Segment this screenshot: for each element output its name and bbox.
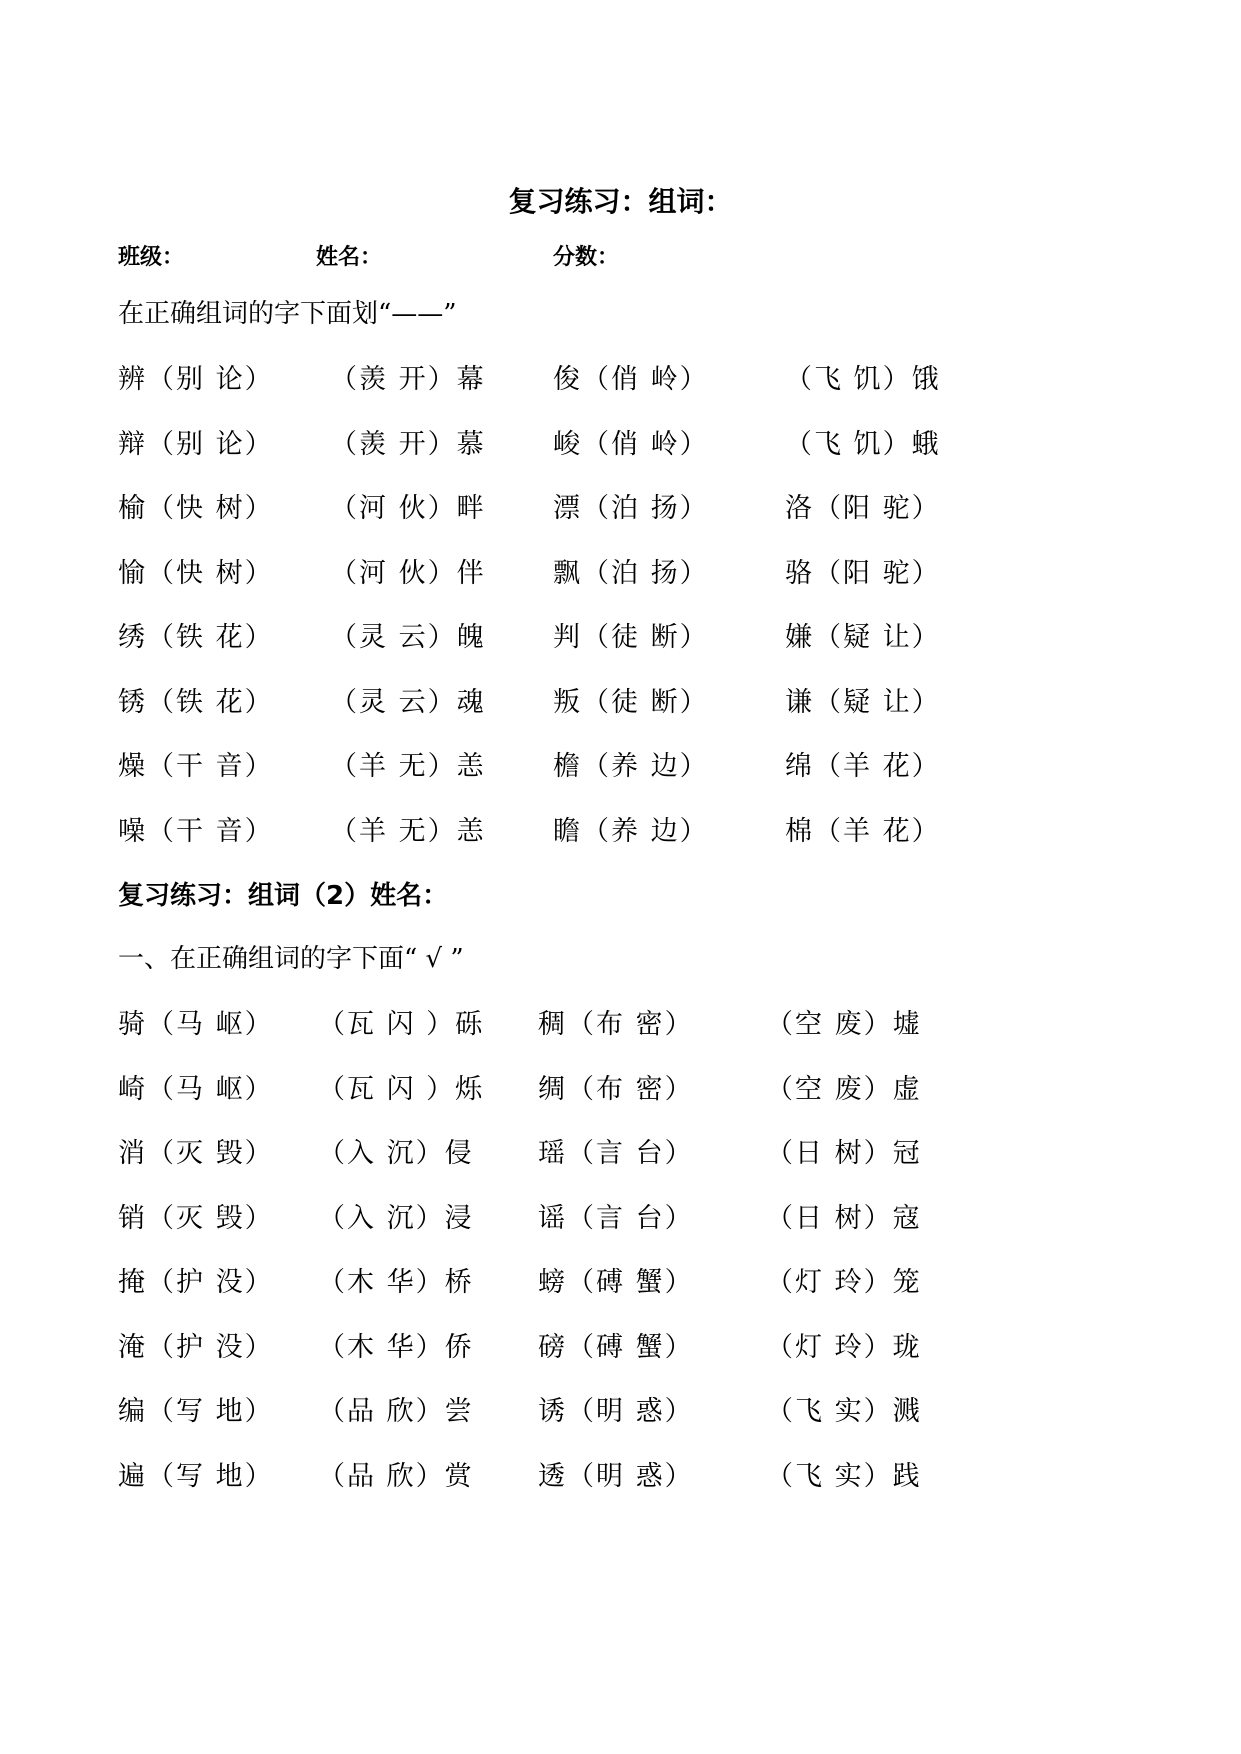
word-item: 绸（布 密） [538,1073,694,1105]
word-row [0,1260,1241,1300]
word-item: （飞 饥）饿 [785,364,941,395]
word-item: （灯 玲）笼 [766,1267,922,1298]
section2-instruction: 一、在正确组词的字下面“ √ ” [118,944,464,974]
word-item: （灵 云）魄 [330,622,486,653]
word-item: 榆（快 树） [118,493,274,524]
word-row [0,809,1241,849]
word-item: 骑（马 岖） [118,1009,274,1040]
word-item: 峻（俏 岭） [553,428,709,460]
word-row [0,615,1241,655]
word-row [0,1454,1241,1494]
word-item: 谣（言 台） [538,1202,694,1234]
word-item: 遍（写 地） [118,1460,274,1492]
word-item: （灵 云）魂 [330,686,486,718]
word-item: 诱（明 惑） [538,1396,694,1427]
word-item: 洛（阳 驼） [785,493,941,524]
word-item: 绵（羊 花） [785,751,941,782]
word-item: 瞻（养 边） [553,815,709,847]
word-item: （木 华）桥 [318,1267,474,1298]
word-item: （入 沉）侵 [318,1138,474,1169]
word-item: 螃（磗 蟹） [538,1267,694,1298]
page-title: 复习练习：组词： [508,185,733,218]
word-item: 漂（泊 扬） [553,493,709,524]
word-item: 噪（干 音） [118,815,274,847]
word-item: （入 沉）浸 [318,1202,474,1234]
score-label: 分数： [553,245,620,270]
word-item: 消（灭 毁） [118,1138,274,1169]
word-item: 燥（干 音） [118,751,274,782]
word-item: （飞 实）溅 [766,1396,922,1427]
word-item: （品 欣）尝 [318,1396,474,1427]
word-item: 磅（磗 蟹） [538,1331,694,1363]
word-row [0,1067,1241,1107]
word-item: 谦（疑 让） [785,686,941,718]
word-item: （河 伙）畔 [330,493,486,524]
word-item: 掩（护 没） [118,1267,274,1298]
word-item: 淹（护 没） [118,1331,274,1363]
word-row [0,1389,1241,1429]
word-row [0,1002,1241,1042]
class-label: 班级： [118,245,185,270]
word-item: 绣（铁 花） [118,622,274,653]
word-item: 辨（别 论） [118,364,274,395]
word-item: （木 华）侨 [318,1331,474,1363]
word-item: （空 废）墟 [766,1009,922,1040]
word-item: （瓦 闪 ）烁 [318,1073,485,1105]
word-row [0,422,1241,462]
word-item: 愉（快 树） [118,557,274,589]
word-item: 判（徒 断） [553,622,709,653]
word-item: 叛（徒 断） [553,686,709,718]
word-item: （空 废）虚 [766,1073,922,1105]
word-item: （羊 无）恙 [330,815,486,847]
word-item: （日 树）寇 [766,1202,922,1234]
word-row [0,357,1241,397]
word-row [0,680,1241,720]
section2-title: 复习练习：组词（2）姓名： [118,881,449,911]
word-item: （灯 玲）珑 [766,1331,922,1363]
word-item: （河 伙）伴 [330,557,486,589]
word-item: （瓦 闪 ）砾 [318,1009,485,1040]
word-item: 棉（羊 花） [785,815,941,847]
word-row [0,551,1241,591]
word-item: （羊 无）恙 [330,751,486,782]
word-row [0,1196,1241,1236]
word-item: 崎（马 岖） [118,1073,274,1105]
word-item: 稠（布 密） [538,1009,694,1040]
word-item: 飘（泊 扬） [553,557,709,589]
word-item: （品 欣）赏 [318,1460,474,1492]
word-item: （羡 开）幕 [330,364,486,395]
word-row [0,744,1241,784]
word-item: 辩（别 论） [118,428,274,460]
word-row [0,486,1241,526]
word-item: 檐（养 边） [553,751,709,782]
word-row [0,1325,1241,1365]
word-item: （日 树）冠 [766,1138,922,1169]
word-item: （飞 饥）蛾 [785,428,941,460]
section1-instruction: 在正确组词的字下面划“——” [118,299,457,329]
word-item: （羡 开）慕 [330,428,486,460]
word-item: 编（写 地） [118,1396,274,1427]
word-item: 瑶（言 台） [538,1138,694,1169]
word-item: （飞 实）践 [766,1460,922,1492]
word-item: 销（灭 毁） [118,1202,274,1234]
word-item: 骆（阳 驼） [785,557,941,589]
word-row [0,1131,1241,1171]
word-item: 俊（俏 岭） [553,364,709,395]
word-item: 锈（铁 花） [118,686,274,718]
word-item: 嫌（疑 让） [785,622,941,653]
name-label: 姓名： [316,245,383,270]
word-item: 透（明 惑） [538,1460,694,1492]
